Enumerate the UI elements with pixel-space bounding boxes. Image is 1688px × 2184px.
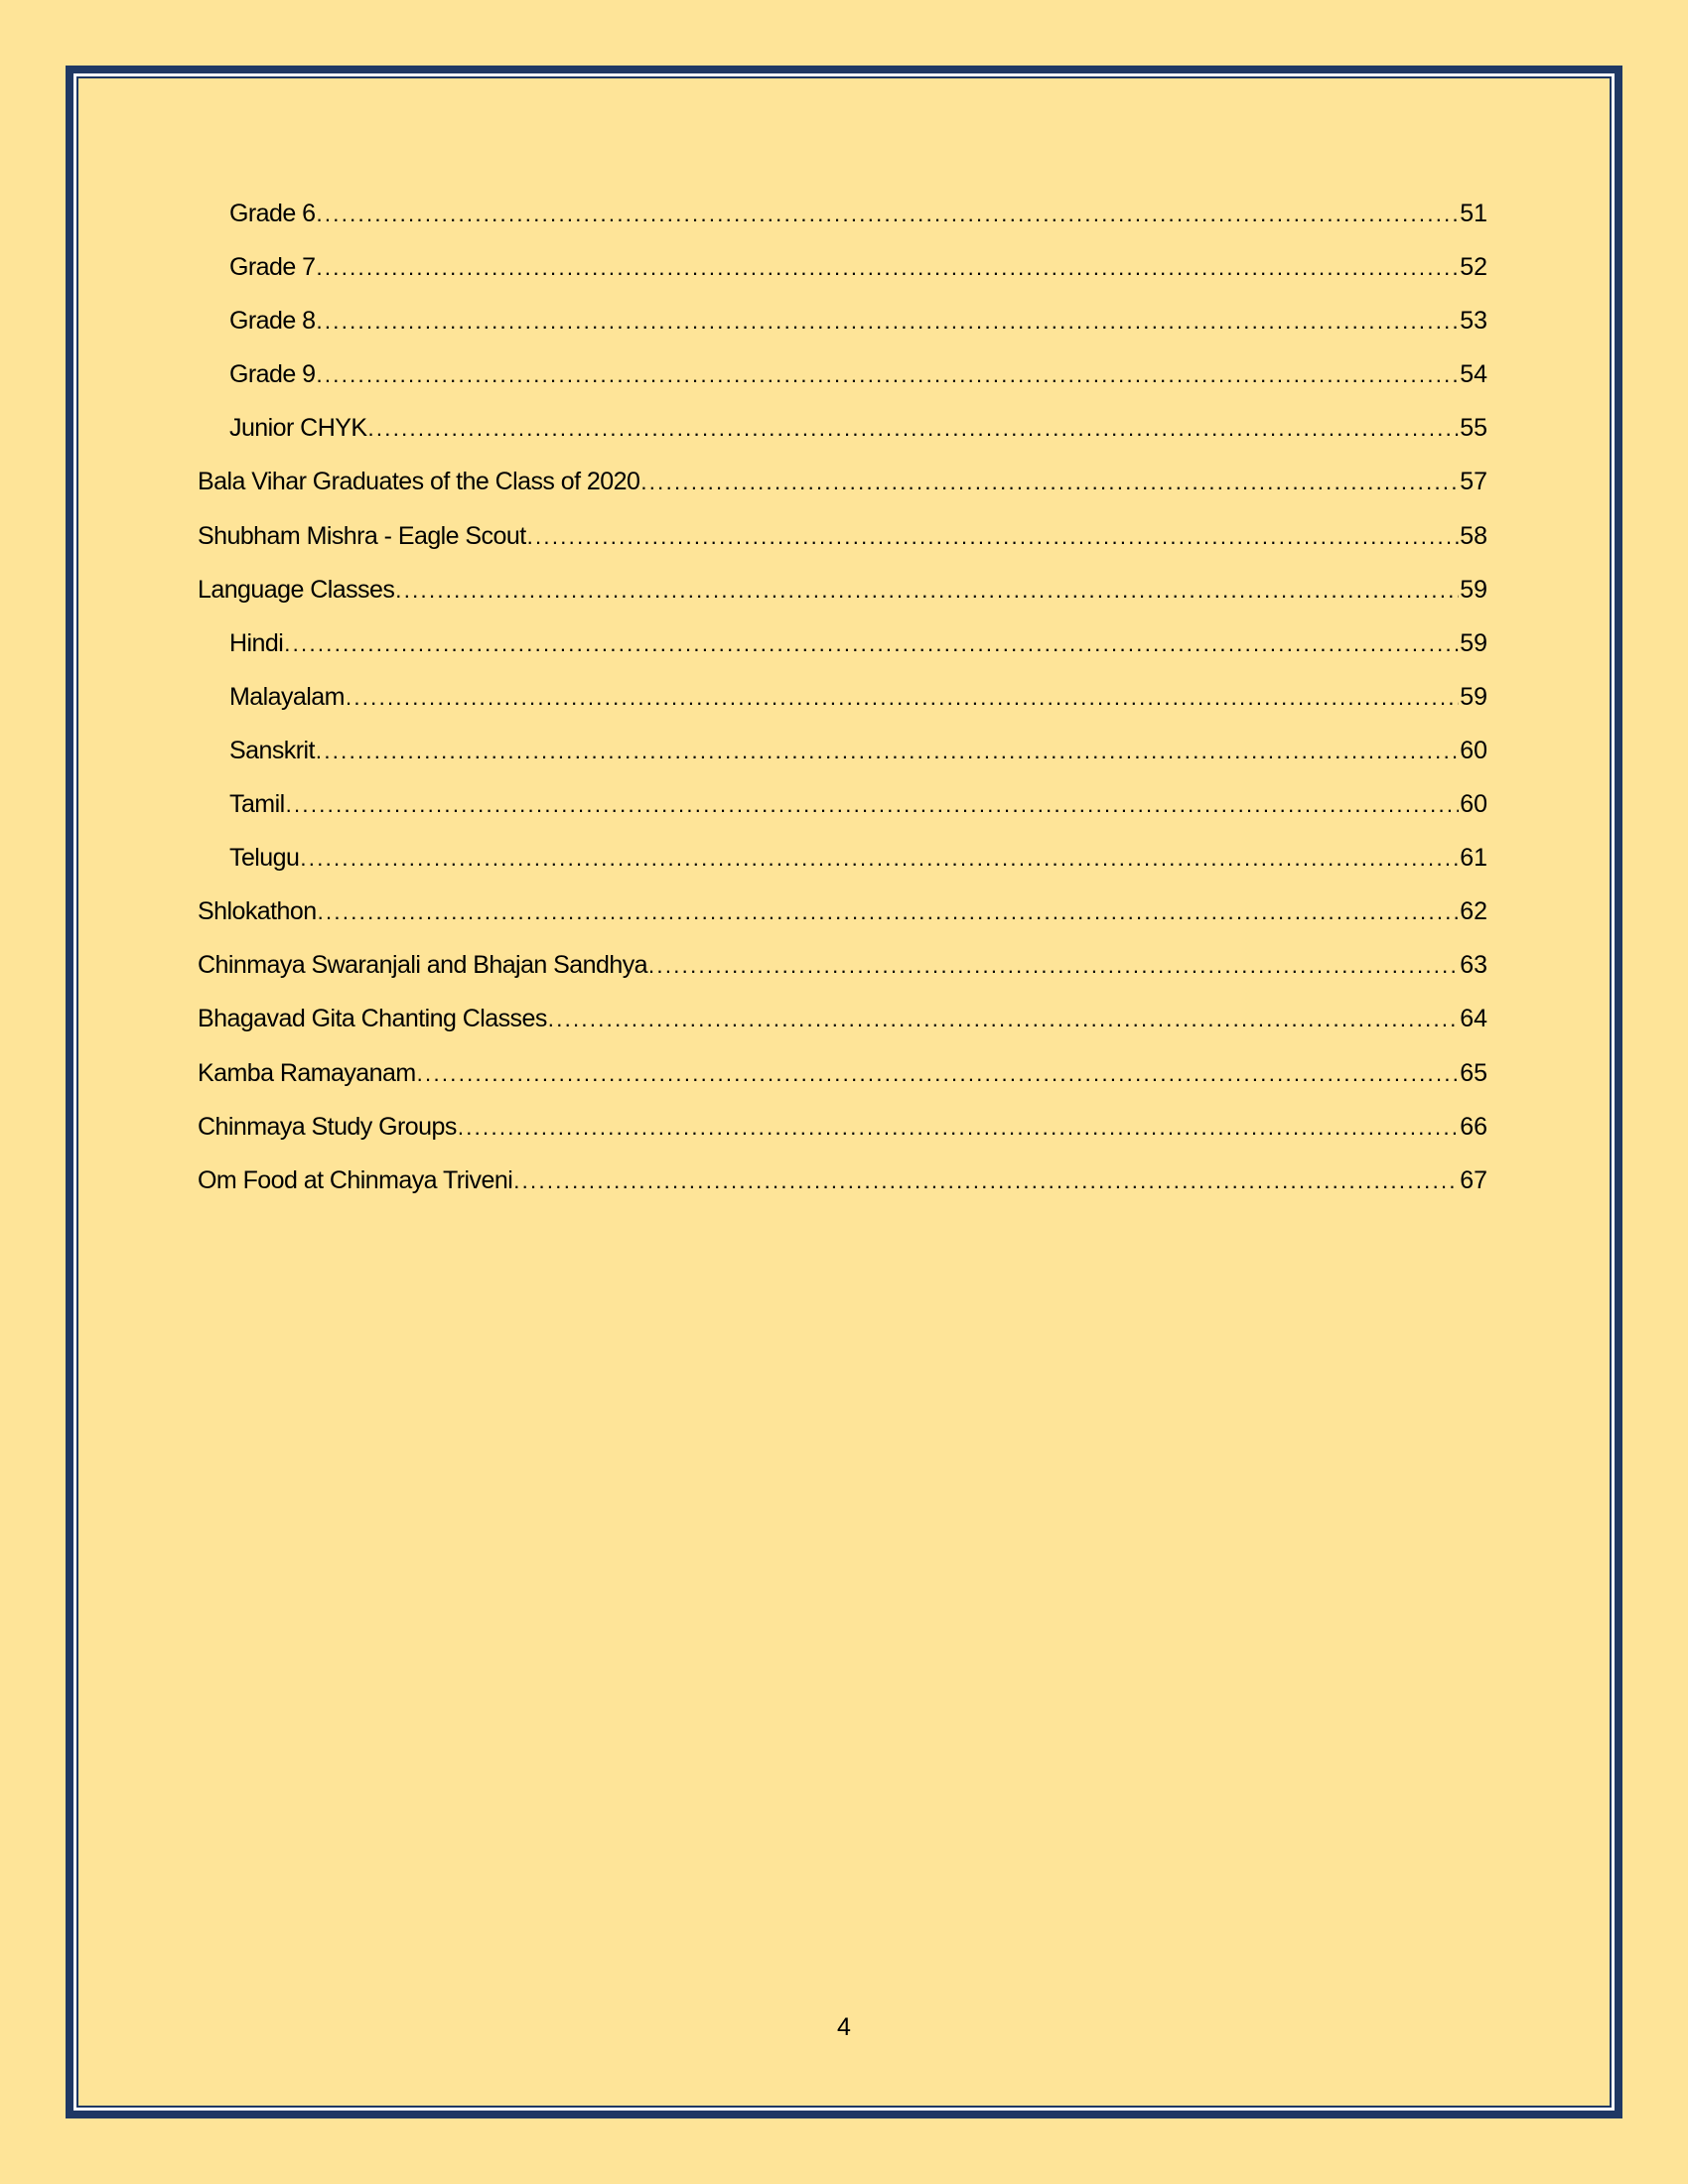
toc-entry-title: Hindi [229, 628, 284, 657]
toc-entry-grade-9[interactable] [198, 360, 1487, 414]
dot-leader [367, 416, 1459, 442]
dot-leader [316, 309, 1459, 335]
toc-entry-grade-6[interactable] [198, 200, 1487, 253]
toc-entry-kamba-ramayanam[interactable] [198, 1059, 1487, 1113]
toc-entry-title: Grade 7 [229, 253, 316, 282]
toc-entry-title: Junior CHYK [229, 414, 367, 443]
toc-entry-malayalam[interactable] [198, 683, 1487, 737]
dot-leader [316, 739, 1459, 764]
toc-entry-title: Om Food at Chinmaya Triveni [198, 1165, 513, 1194]
toc-entry-title: Telugu [229, 844, 300, 873]
dot-leader [458, 1115, 1459, 1141]
dot-leader [548, 1007, 1459, 1032]
toc-entry-page: 51 [1460, 200, 1487, 227]
toc-entry-title: Grade 8 [229, 307, 316, 336]
dot-leader [417, 1061, 1460, 1087]
dot-leader [300, 846, 1459, 872]
toc-entry-title: Grade 9 [229, 360, 316, 389]
dot-leader [640, 470, 1459, 495]
toc-entry-page: 57 [1460, 468, 1487, 496]
dot-leader [513, 1168, 1459, 1194]
dot-leader [648, 953, 1459, 979]
dot-leader [316, 255, 1459, 281]
toc-entry-page: 59 [1460, 682, 1487, 711]
toc-entry-page: 63 [1460, 951, 1487, 980]
toc-entry-hindi[interactable] [198, 629, 1487, 683]
toc-entry-page: 59 [1460, 628, 1487, 657]
toc-entry-page: 66 [1460, 1112, 1487, 1141]
toc-entry-tamil[interactable] [198, 790, 1487, 844]
toc-entry-page: 60 [1460, 736, 1487, 764]
toc-entry-title: Language Classes [198, 575, 395, 604]
toc-entry-page: 59 [1460, 575, 1487, 604]
toc-entry-study-groups[interactable] [198, 1113, 1487, 1166]
toc-entry-sanskrit[interactable] [198, 737, 1487, 790]
toc-entry-title: Sanskrit [229, 736, 315, 764]
toc-entry-page: 61 [1460, 844, 1487, 873]
toc-entry-title: Chinmaya Swaranjali and Bhajan Sandhya [198, 951, 648, 980]
toc-entry-bala-vihar-graduates[interactable] [198, 468, 1487, 521]
toc-entry-swaranjali-bhajan-sandhya[interactable] [198, 951, 1487, 1005]
toc-entry-title: Kamba Ramayanam [198, 1058, 416, 1087]
dot-leader [284, 631, 1459, 657]
toc-entry-page: 65 [1460, 1058, 1487, 1087]
toc-entry-eagle-scout[interactable] [198, 522, 1487, 576]
toc-entry-om-food[interactable] [198, 1166, 1487, 1220]
dot-leader [316, 362, 1459, 388]
table-of-contents [198, 200, 1487, 1220]
page-number: 4 [837, 2013, 851, 2041]
toc-entry-page: 62 [1460, 897, 1487, 926]
toc-entry-title: Bala Vihar Graduates of the Class of 2020 [198, 468, 640, 496]
dot-leader [286, 792, 1460, 818]
dot-leader [318, 899, 1460, 925]
toc-entry-title: Malayalam [229, 682, 345, 711]
toc-entry-shlokathon[interactable] [198, 897, 1487, 951]
toc-entry-page: 58 [1460, 521, 1487, 550]
toc-entry-page: 55 [1460, 414, 1487, 443]
dot-leader [316, 202, 1459, 227]
toc-entry-page: 54 [1460, 360, 1487, 389]
toc-entry-title: Bhagavad Gita Chanting Classes [198, 1005, 547, 1033]
toc-entry-junior-chyk[interactable] [198, 414, 1487, 468]
toc-entry-telugu[interactable] [198, 844, 1487, 897]
toc-entry-page: 64 [1460, 1005, 1487, 1033]
dot-leader [527, 524, 1460, 550]
dot-leader [395, 578, 1459, 604]
toc-entry-page: 53 [1460, 307, 1487, 336]
toc-entry-grade-7[interactable] [198, 253, 1487, 307]
toc-entry-gita-chanting[interactable] [198, 1005, 1487, 1058]
toc-entry-title: Tamil [229, 790, 285, 819]
toc-entry-language-classes[interactable] [198, 576, 1487, 629]
toc-entry-page: 67 [1460, 1165, 1487, 1194]
toc-entry-grade-8[interactable] [198, 307, 1487, 360]
toc-entry-page: 60 [1460, 790, 1487, 819]
toc-entry-title: Grade 6 [229, 200, 316, 227]
dot-leader [346, 685, 1459, 711]
toc-entry-title: Shubham Mishra - Eagle Scout [198, 521, 526, 550]
toc-entry-title: Shlokathon [198, 897, 317, 926]
toc-entry-page: 52 [1460, 253, 1487, 282]
toc-entry-title: Chinmaya Study Groups [198, 1112, 457, 1141]
